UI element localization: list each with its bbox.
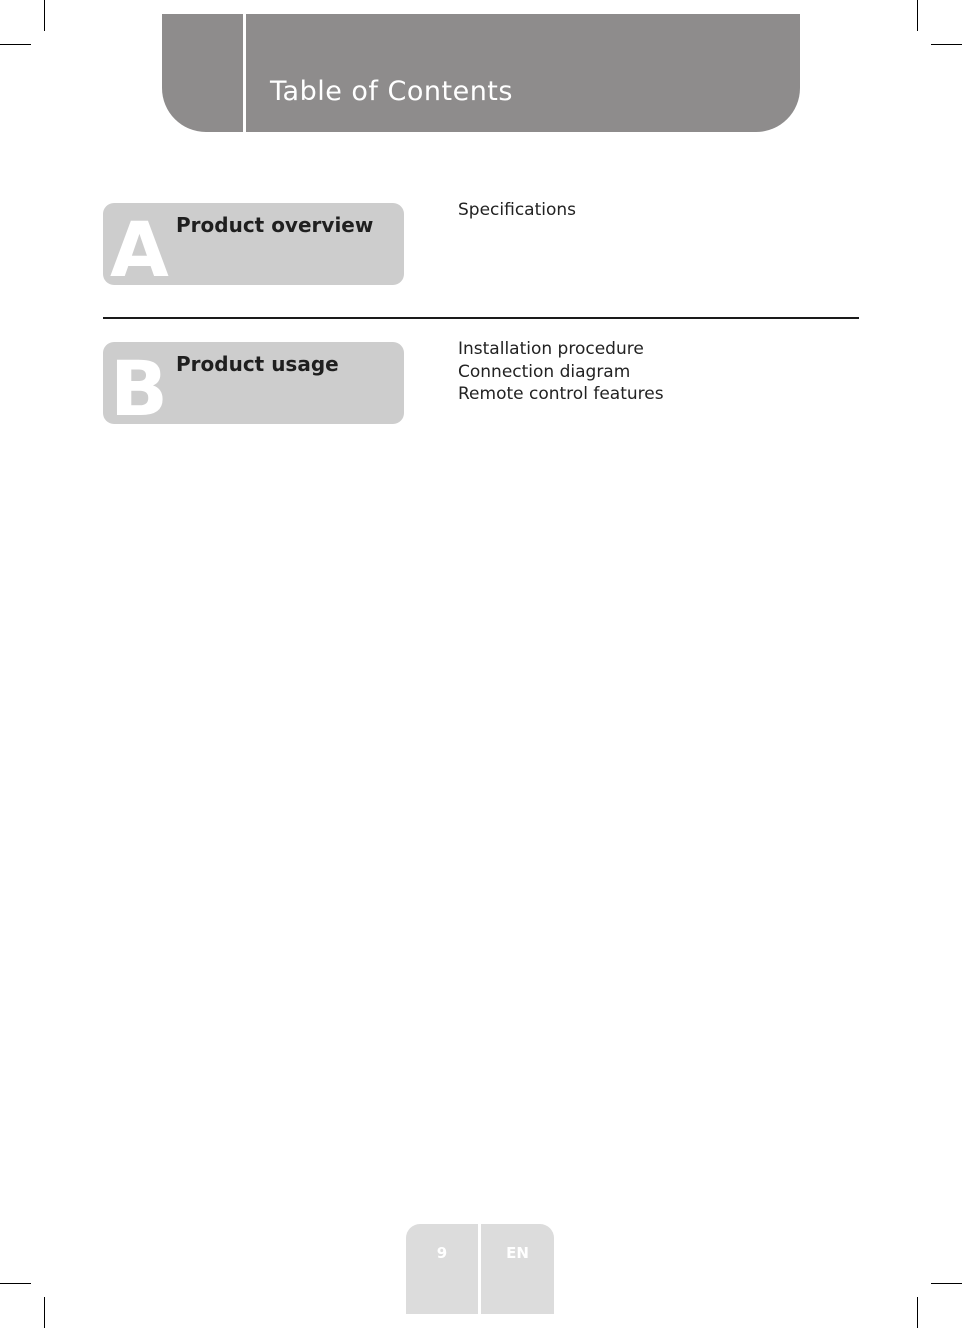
page-title: Table of Contents: [270, 76, 513, 107]
crop-mark: [931, 1283, 962, 1284]
crop-mark: [917, 1297, 918, 1328]
header-divider: [243, 14, 246, 132]
toc-item: Specifications: [458, 200, 577, 220]
crop-mark: [0, 1283, 31, 1284]
page-number: 9: [436, 1244, 448, 1262]
footer-divider: [478, 1224, 481, 1314]
crop-mark: [917, 0, 918, 31]
section-b-items: [458, 338, 664, 406]
section-letter: B: [110, 344, 168, 424]
crop-mark: [931, 44, 962, 45]
page-footer: [406, 1224, 554, 1314]
section-a-header: [103, 203, 404, 285]
section-title: Product usage: [176, 352, 339, 376]
section-title: Product overview: [176, 213, 374, 237]
toc-item: Installation procedure: [458, 339, 644, 359]
toc-item: Connection diagram: [458, 361, 631, 382]
section-letter: A: [110, 205, 169, 285]
crop-mark: [44, 0, 45, 31]
language-code: EN: [506, 1244, 529, 1262]
section-a-items: [458, 199, 576, 222]
section-b-header: [103, 342, 404, 424]
page-header: [162, 14, 800, 132]
toc-item: Remote control features: [458, 384, 664, 404]
crop-mark: [44, 1297, 45, 1328]
crop-mark: [0, 44, 31, 45]
section-divider: [103, 317, 859, 319]
